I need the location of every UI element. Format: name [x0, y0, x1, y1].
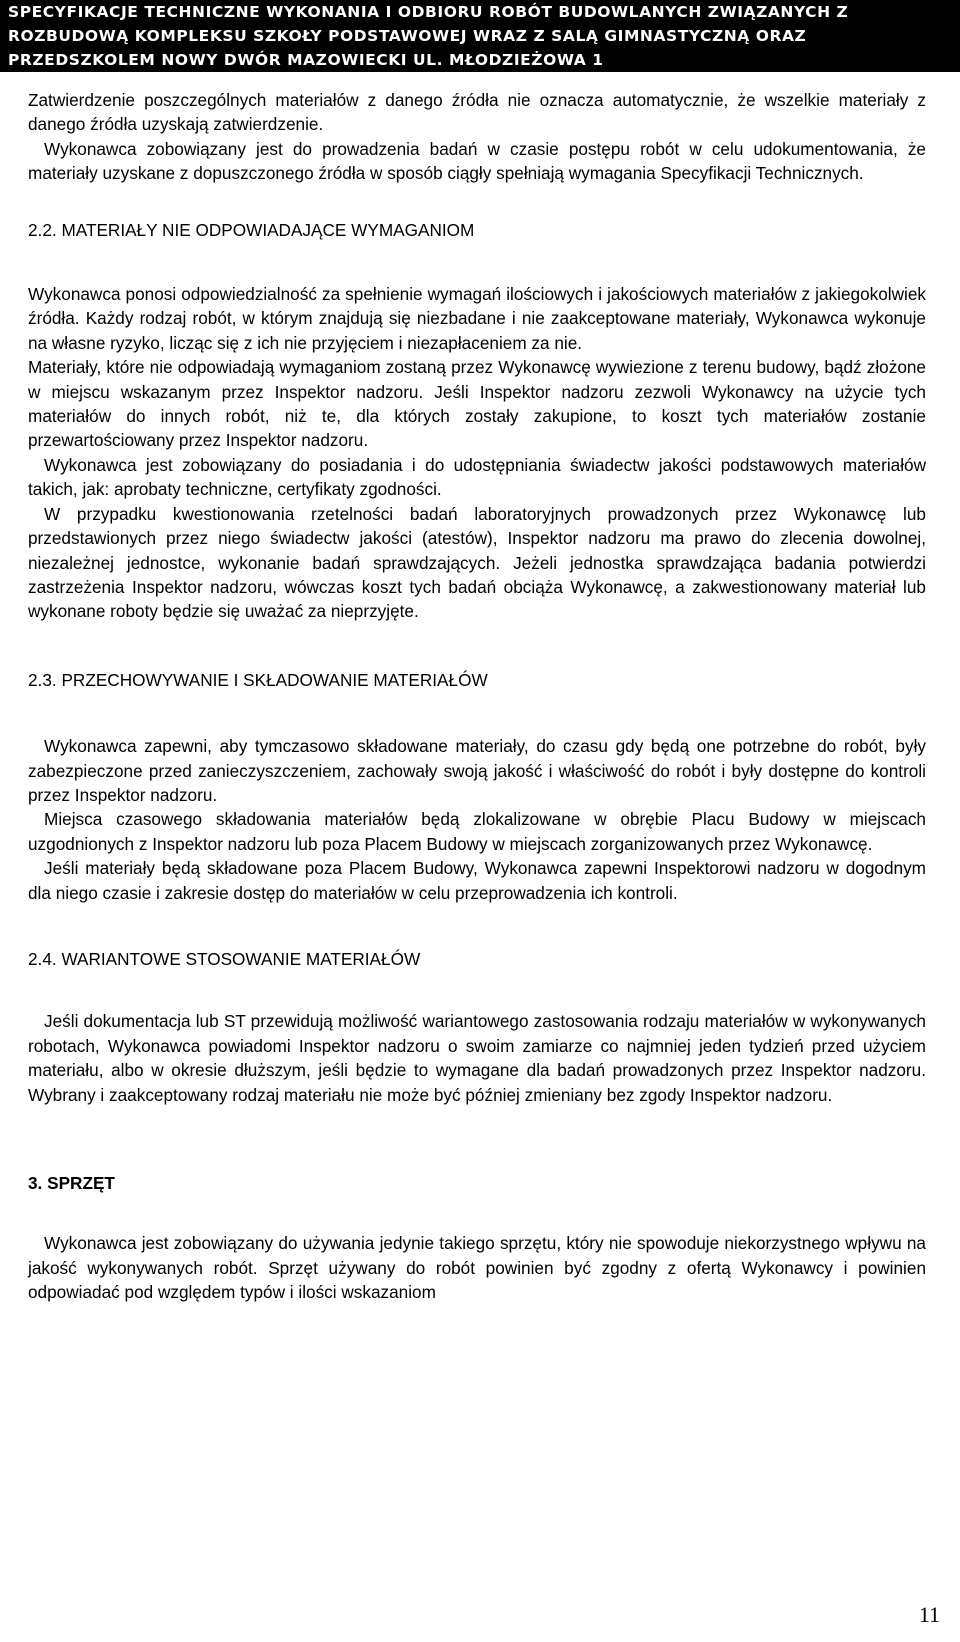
page-number: 11: [918, 1602, 940, 1627]
paragraph: W przypadku kwestionowania rzetelności badań laboratoryjnych prowadzonych przez Wykonawcę lub przedstawionych przez niego świadectw jakości (atestów), Inspektor nadzoru ma prawo do zlecenia dowolnej, niezależnej jednostce, wykonanie badań sprawdzających. Jeżeli jednostka sprawdzająca badania potwierdzi zastrzeżenia Inspektor nadzoru, wówczas koszt tych badań obciąża Wykonawcę, a zakwestionowany materiał lub wykonane roboty będzie się uważać za nieprzyjęte.: [28, 503, 926, 622]
paragraph: Wykonawca zapewni, aby tymczasowo składowane materiały, do czasu gdy będą one potrzebne do robót, były zabezpieczone przed zanieczyszczeniem, zachowały swoją jakość i właściwość do robót i były dostępne do kontroli przez Inspektor nadzoru.: [28, 736, 926, 805]
header-line-3: PRZEDSZKOLEM NOWY DWÓR MAZOWIECKI UL. MŁODZIEŻOWA 1: [8, 51, 604, 69]
paragraph: Jeśli materiały będą składowane poza Placem Budowy, Wykonawca zapewni Inspektorowi nadzoru w dogodnym dla niego czasie i zakresie dostęp do materiałów w celu przeprowadzenia ich kontroli.: [28, 858, 926, 903]
paragraph: Miejsca czasowego składowania materiałów będą zlokalizowane w obrębie Placu Budowy w miejscach uzgodnionych z Inspektor nadzoru lub poza Placem Budowy w miejscach zorganizowanych przez Wykonawcę.: [28, 809, 926, 854]
paragraph: Wykonawca zobowiązany jest do prowadzenia badań w czasie postępu robót w celu udokumentowania, że materiały uzyskane z dopuszczonego źródła w sposób ciągły spełniają wymagania Specyfikacji Technicznych.: [28, 138, 926, 184]
document-body: [28, 88, 926, 1305]
section-heading-2-4: 2.4. WARIANTOWE STOSOWANIE MATERIAŁÓW: [28, 948, 421, 969]
header-line-2: ROZBUDOWĄ KOMPLEKSU SZKOŁY PODSTAWOWEJ WRAZ Z SALĄ GIMNASTYCZNĄ ORAZ: [8, 27, 807, 45]
section-heading-3: 3. SPRZĘT: [28, 1173, 115, 1193]
paragraph: Materiały, które nie odpowiadają wymaganiom zostaną przez Wykonawcę wywiezione z terenu budowy, bądź złożone w miejscu wskazanym przez Inspektor nadzoru. Jeśli Inspektor nadzoru zezwoli Wykonawcy na użycie tych materiałów do innych robót, niż te, dla których zostały zakupione, to koszt tych materiałów zostanie przewartościowany przez Inspektor nadzoru.: [28, 357, 926, 451]
section-heading-2-3: 2.3. PRZECHOWYWANIE I SKŁADOWANIE MATERIAŁÓW: [28, 669, 488, 690]
paragraph: Wykonawca jest zobowiązany do posiadania i do udostępniania świadectw jakości podstawowych materiałów takich, jak: aprobaty techniczne, certyfikaty zgodności.: [28, 454, 926, 500]
header-line-1: SPECYFIKACJE TECHNICZNE WYKONANIA I ODBIORU ROBÓT BUDOWLANYCH ZWIĄZANYCH Z: [8, 3, 849, 21]
document-header: [0, 0, 960, 72]
paragraph: Wykonawca ponosi odpowiedzialność za spełnienie wymagań ilościowych i jakościowych materiałów z jakiegokolwiek źródła. Każdy rodzaj robót, w którym znajdują się niezbadane i nie zaakceptowane materiały, Wykonawca wykonuje na własne ryzyko, licząc się z ich nie przyjęciem i niezapłaceniem za nie.: [28, 284, 926, 353]
paragraph: Wykonawca jest zobowiązany do używania jedynie takiego sprzętu, który nie spowoduje niekorzystnego wpływu na jakość wykonywanych robót. Sprzęt używany do robót powinien być zgodny z ofertą Wykonawcy i powinien odpowiadać pod względem typów i ilości wskazaniom: [28, 1233, 926, 1303]
paragraph: Zatwierdzenie poszczególnych materiałów z danego źródła nie oznacza automatycznie, że wszelkie materiały z danego źródła uzyskają zatwierdzenie.: [28, 90, 926, 135]
paragraph: Jeśli dokumentacja lub ST przewidują możliwość wariantowego zastosowania rodzaju materiałów w wykonywanych robotach, Wykonawca powiadomi Inspektor nadzoru o swoim zamiarze co najmniej jeden tydzień przed użyciem materiału, albo w okresie dłuższym, jeśli będzie to wymagane dla badań prowadzonych przez Inspektor nadzoru. Wybrany i zaakceptowany rodzaj materiału nie może być później zmieniany bez zgody Inspektor nadzoru.: [28, 1011, 926, 1105]
section-heading-2-2: 2.2. MATERIAŁY NIE ODPOWIADAJĄCE WYMAGANIOM: [28, 219, 475, 240]
